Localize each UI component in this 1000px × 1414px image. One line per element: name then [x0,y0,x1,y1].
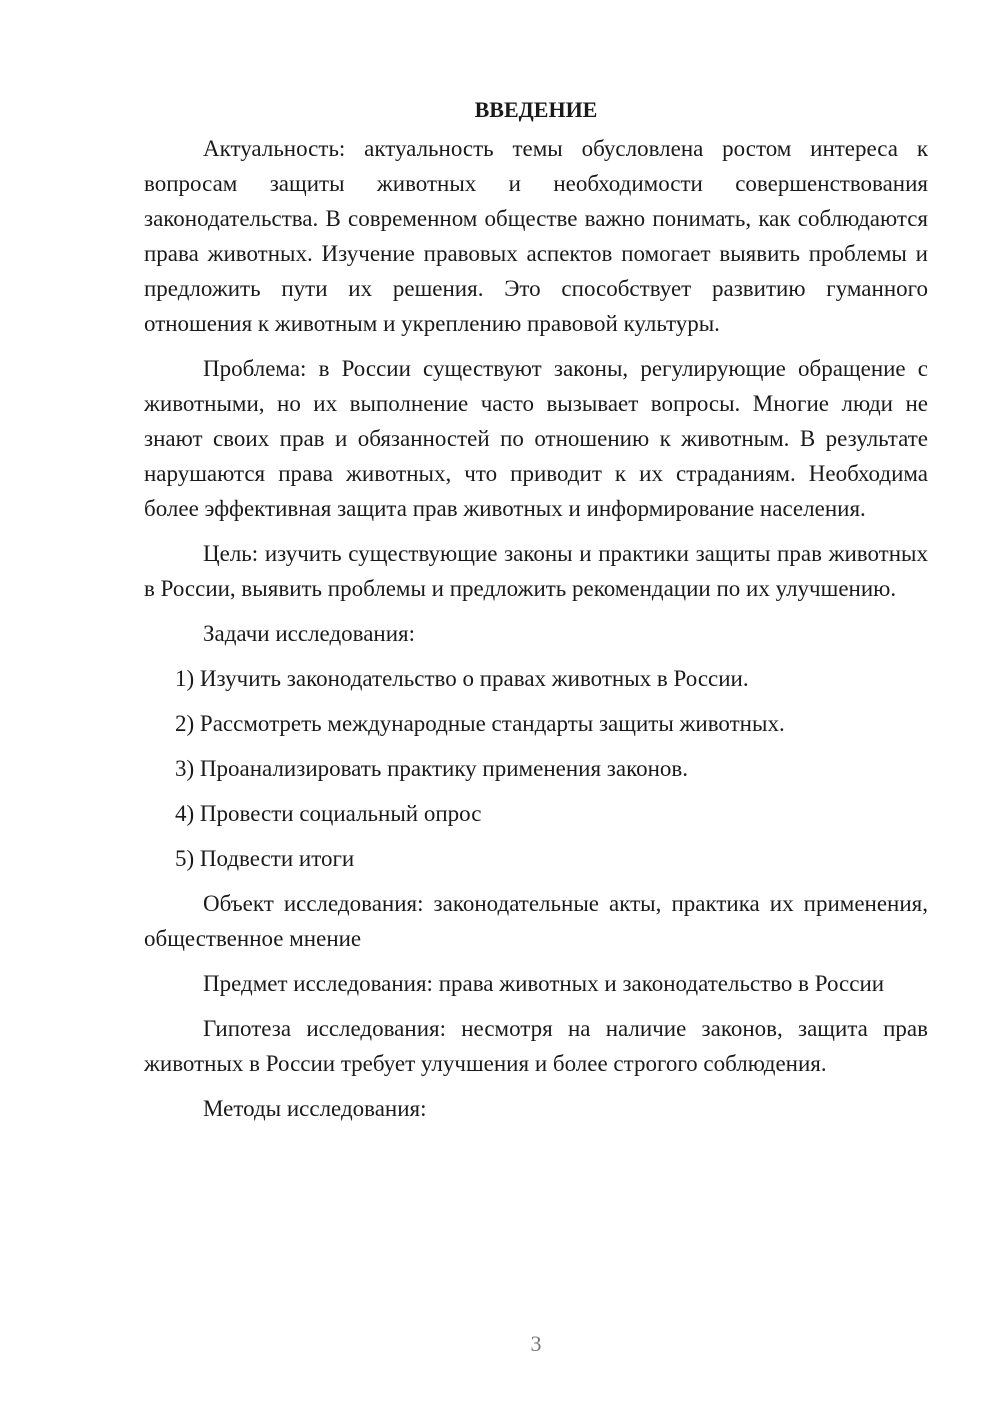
page-title: ВВЕДЕНИЕ [474,97,598,122]
tasks-heading: Задачи исследования: [203,621,416,646]
page-number: 3 [530,1331,542,1356]
list-item: 1) Изучить законодательство о правах животных в России. [175,666,749,691]
paragraph-methods: Методы исследования: [203,1096,427,1121]
paragraph-hypothesis: Гипотеза исследования: несмотря на наличие законов, защита прав животных в России требует улучшения и более строгого соблюдения. [144,1016,928,1076]
list-item: 5) Подвести итоги [175,846,355,871]
text-area [144,92,928,1136]
paragraph-subject: Предмет исследования: права животных и законодательство в России [203,971,885,996]
list-item: 3) Проанализировать практику применения законов. [175,756,688,781]
paragraph-relevance: Актуальность: актуальность темы обусловлена ростом интереса к вопросам защиты животных и необходимости совершенствования законодательства. В современном обществе важно понимать, как соблюдаются права животных. Изучение правовых аспектов помогает выявить проблемы и предложить пути их решения. Это способствует развитию гуманного отношения к животным и укреплению правовой культуры. [144,136,928,336]
paragraph-object: Объект исследования: законодательные акты, практика их применения, общественное мнение [144,891,928,951]
paragraph-goal: Цель: изучить существующие законы и практики защиты прав животных в России, выявить проблемы и предложить рекомендации по их улучшению. [144,541,928,601]
list-item: 2) Рассмотреть международные стандарты защиты животных. [175,711,785,736]
tasks-list [144,661,928,876]
paragraph-problem: Проблема: в России существуют законы, регулирующие обращение с животными, но их выполнение часто вызывает вопросы. Многие люди не знают своих прав и обязанностей по отношению к животным. В результате нарушаются права животных, что приводит к их страданиям. Необходима более эффективная защита прав животных и информирование населения. [144,356,928,521]
list-item: 4) Провести социальный опрос [175,801,482,826]
